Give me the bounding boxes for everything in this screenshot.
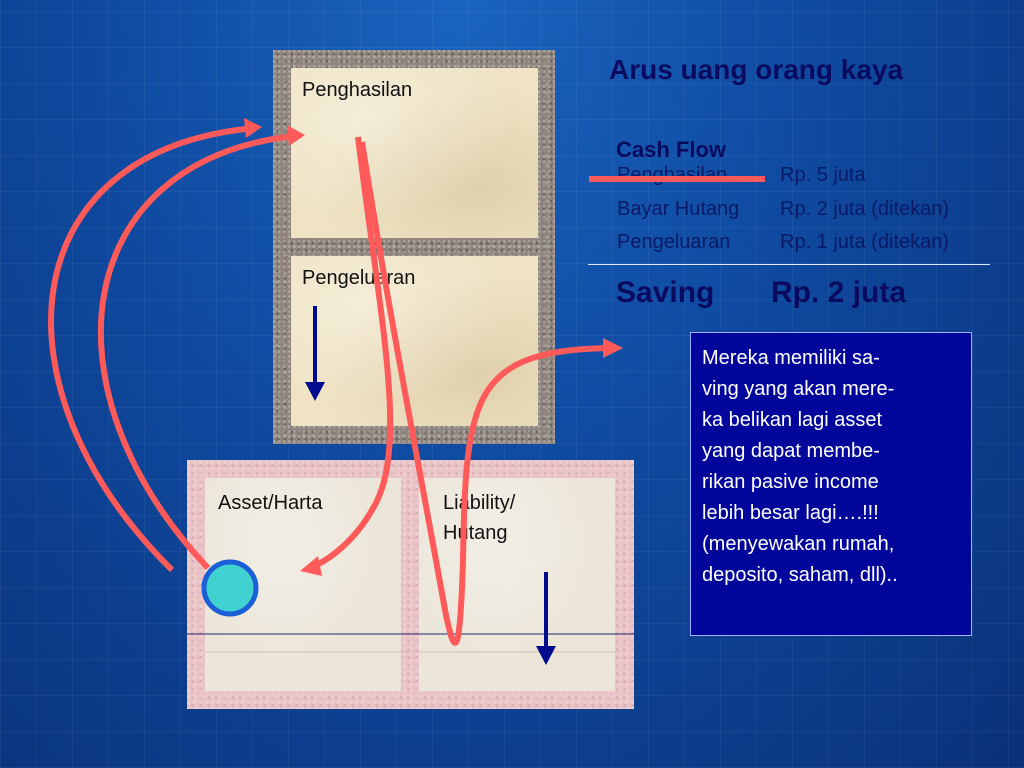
cashflow-row-label: Penghasilan (617, 164, 728, 186)
liability-to-saving-arrow (362, 142, 610, 643)
income-to-asset-arrow (310, 137, 390, 568)
arrow-head (536, 646, 556, 665)
note-line: Mereka memiliki sa- (702, 347, 880, 369)
liability-down-arrow-icon (536, 572, 556, 665)
saving-label: Saving (616, 276, 715, 309)
cashflow-row-value: Rp. 2 juta (ditekan) (780, 198, 949, 220)
arrow-head (287, 125, 305, 146)
page-title: Arus uang orang kaya (609, 54, 904, 85)
cashflow-row-label: Bayar Hutang (617, 198, 740, 220)
note-line: (menyewakan rumah, (702, 533, 895, 555)
saving-value: Rp. 2 juta (771, 276, 907, 309)
cashflow-heading: Cash Flow (616, 137, 727, 162)
cashflow-row-value: Rp. 1 juta (ditekan) (780, 231, 949, 253)
note-line: deposito, saham, dll).. (702, 564, 898, 586)
note-line: yang dapat membe- (702, 440, 880, 462)
asset-circle-icon (204, 562, 256, 614)
income-label: Penghasilan (302, 79, 413, 101)
liability-label-line2: Hutang (443, 522, 508, 544)
asset-label: Asset/Harta (218, 492, 323, 514)
note-line: ka belikan lagi asset (702, 409, 883, 431)
cashflow-row-value: Rp. 5 juta (780, 164, 866, 186)
arrow-head (244, 118, 262, 138)
arrow-head (305, 382, 325, 401)
liability-label-line1: Liability/ (443, 492, 516, 514)
arrow-head (300, 556, 322, 576)
asset-income-inner-arc (101, 136, 295, 568)
expense-label: Pengeluaran (302, 267, 416, 289)
note-line: ving yang akan mere- (702, 378, 895, 400)
arrow-head (603, 338, 623, 358)
cashflow-row-label: Pengeluaran (617, 231, 731, 253)
note-line: lebih besar lagi….!!! (702, 502, 879, 524)
note-line: rikan pasive income (702, 471, 879, 493)
expense-down-arrow-icon (305, 306, 325, 401)
